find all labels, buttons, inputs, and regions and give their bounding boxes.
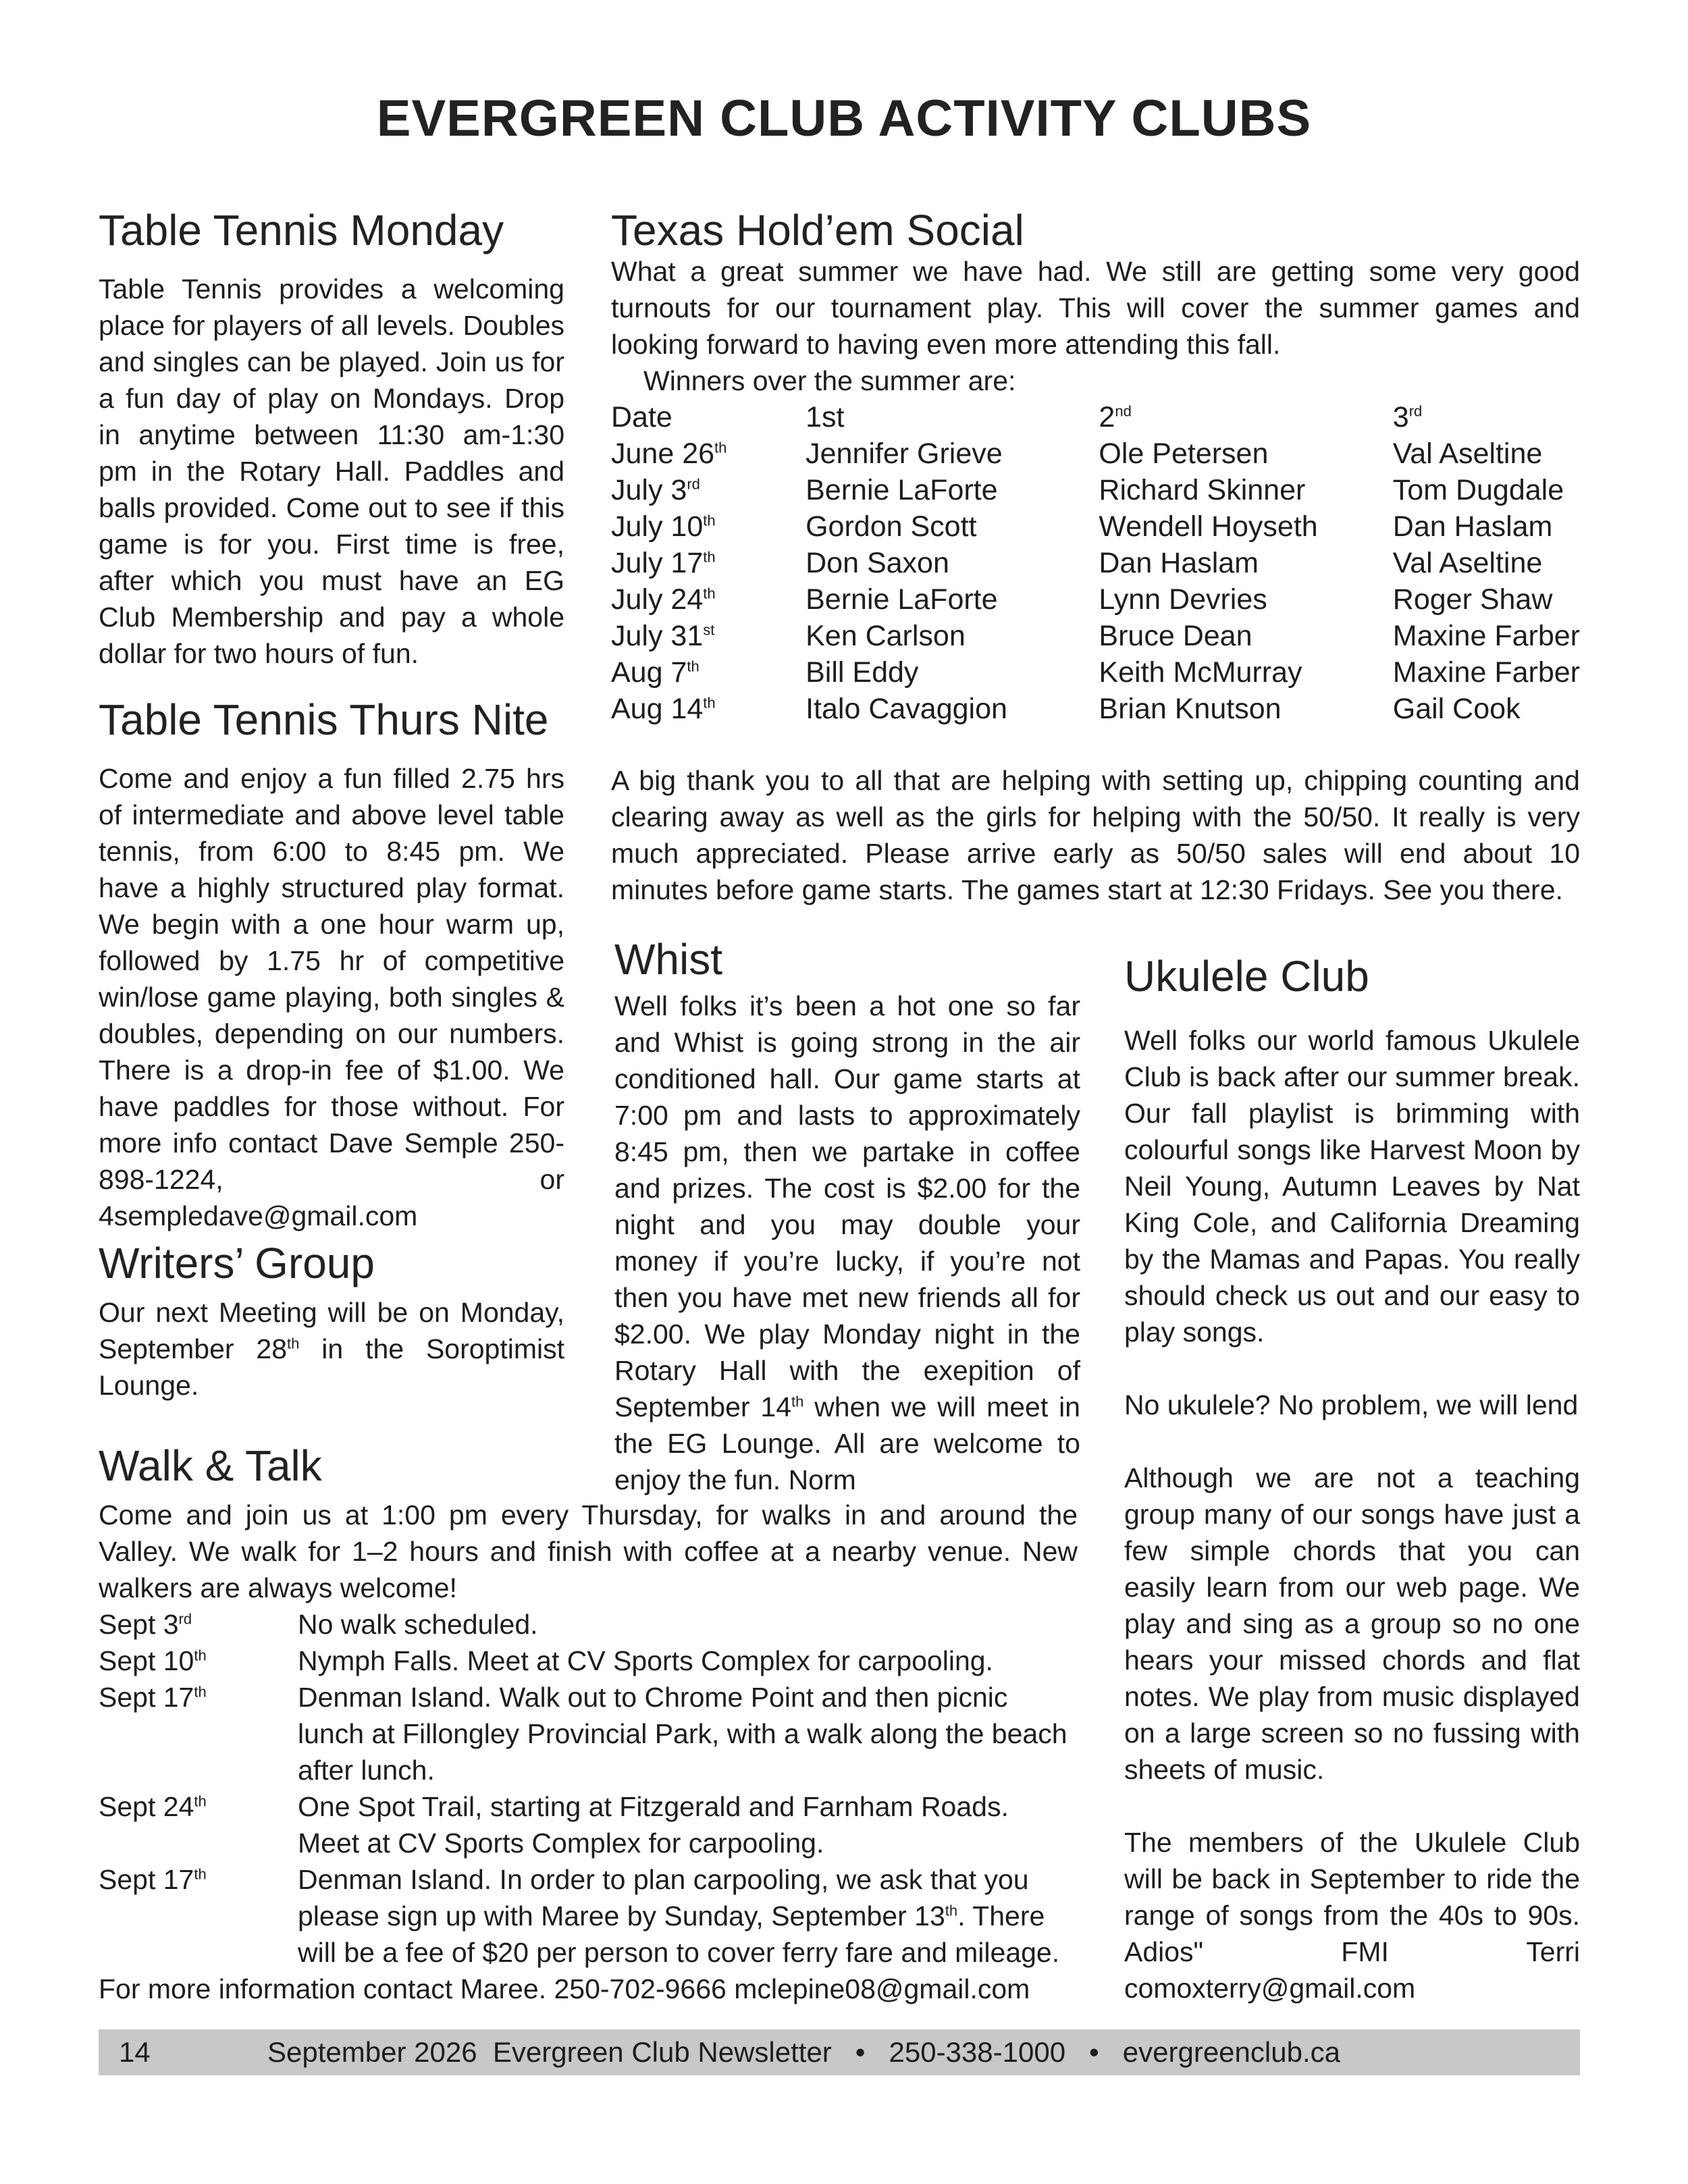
walk-date: Sept 3rd	[99, 1608, 192, 1640]
ukulele-paragraph: No ukulele? No problem, we will lend	[1124, 1389, 1579, 1420]
column-header: 1st	[806, 400, 845, 433]
ukulele-paragraph: Although we are not a teaching group many of our songs have just a few simple chords that you can easily learn from our web page. We play and sing as a group so no one hears your missed chords and flat notes. We play from music displayed on a large screen so no fussing with sheets of music.	[1124, 1462, 1580, 1785]
winner-third: Tom Dugdale	[1392, 473, 1564, 506]
table-tennis-thurs-heading: Table Tennis Thurs Nite	[99, 695, 549, 744]
walk-description: No walk scheduled.	[298, 1608, 538, 1640]
table-tennis-thurs-body: Come and enjoy a fun filled 2.75 hrs of intermediate and above level table tennis, from 6:00 to 8:45 pm. We have a highly structured play format. We begin with a one hour warm up, followed by 1.75 hr of competitive win/lose game playing, both singles & doubles, depending on our numbers. There is a drop-in fee of $1.00. We have paddles for those without. For more info contact Dave Semple 250-898-1224, or 4sempledave@gmail.com	[99, 762, 564, 1231]
walk-schedule-row	[99, 1679, 1078, 1788]
walk-description: Nymph Falls. Meet at CV Sports Complex for carpooling.	[298, 1645, 993, 1676]
walk-description: Denman Island. Walk out to Chrome Point and then picnic lunch at Fillongley Provincial Park, with a walk along the beach after lunch.	[298, 1681, 1067, 1786]
winner-first: Bill Eddy	[806, 656, 919, 689]
table-tennis-monday-heading: Table Tennis Monday	[99, 206, 504, 255]
winner-date: July 24th	[611, 583, 716, 616]
ukulele-paragraph: Well folks our world famous Ukulele Club is back after our summer break. Our fall playlist is brimming with colourful songs like Harvest Moon by Neil Young, Autumn Leaves by Nat King Cole, and California Dreaming by the Mamas and Papas. You really should check us out and our easy to play songs.	[1124, 1024, 1580, 1348]
table-row	[611, 654, 1580, 691]
page-title: EVERGREEN CLUB ACTIVITY CLUBS	[376, 90, 1312, 147]
walk-schedule-row	[99, 1643, 1078, 1679]
table-tennis-monday-body: Table Tennis provides a welcoming place for players of all levels. Doubles and singles can be played. Join us for a fun day of play on Mondays. Drop in anytime between 11:30 am-1:30 pm in the Rotary Hall. Paddles and balls provided. Come out to see if this game is for you. First time is free, after which you must have an EG Club Membership and pay a whole dollar for two hours of fun.	[99, 273, 564, 669]
winner-second: Lynn Devries	[1099, 583, 1267, 616]
table-row	[611, 508, 1580, 545]
winner-date: July 31st	[611, 619, 715, 652]
winner-second: Bruce Dean	[1099, 619, 1252, 652]
winners-header-row	[611, 399, 1580, 435]
table-row	[611, 472, 1580, 508]
whist-body: Well folks it’s been a hot one so far and Whist is going strong in the air conditioned hall. Our game starts at 7:00 pm and lasts to approximately 8:45 pm, then we partake in coffee and prizes. The cost is $2.00 for the night and you may double your money if you’re lucky, if you’re not then you have met new friends all for $2.00. We play Monday night in the Rotary Hall with the exepition of September 14th when we will meet in the EG Lounge. All are welcome to enjoy the fun. Norm	[614, 990, 1080, 1495]
winner-third: Dan Haslam	[1392, 510, 1553, 543]
winner-date: Aug 7th	[611, 656, 700, 689]
winner-second: Keith McMurray	[1099, 656, 1302, 689]
footer-bar	[99, 2029, 1580, 2075]
winner-third: Gail Cook	[1392, 692, 1521, 725]
winner-third: Maxine Farber	[1392, 619, 1580, 652]
winner-first: Gordon Scott	[806, 510, 977, 543]
page-number: 14	[119, 2036, 151, 2068]
column-header: 2nd	[1099, 400, 1132, 433]
walk-schedule	[99, 1606, 1078, 1971]
walk-description: Denman Island. In order to plan carpooling, we ask that you please sign up with Maree by Sunday, September 13th. There will be a fee of $20 per person to cover ferry fare and mileage.	[298, 1863, 1060, 1968]
table-row	[611, 545, 1580, 581]
ukulele-heading: Ukulele Club	[1124, 952, 1369, 1001]
winner-first: Ken Carlson	[806, 619, 966, 652]
footer-text: September 2026 Evergreen Club Newsletter • 250-338-1000 • evergreenclub.ca	[267, 2036, 1340, 2068]
winner-second: Dan Haslam	[1099, 546, 1259, 579]
walk-talk-contact: For more information contact Maree. 250-702-9666 mclepine08@gmail.com	[99, 1973, 1030, 2004]
winner-date: July 3rd	[611, 473, 700, 506]
winner-first: Don Saxon	[806, 546, 949, 579]
winners-table	[611, 399, 1580, 727]
winner-third: Maxine Farber	[1392, 656, 1580, 689]
walk-schedule-row	[99, 1788, 1078, 1861]
winners-label: Winners over the summer are:	[643, 365, 1016, 396]
winner-date: July 10th	[611, 510, 716, 543]
winner-date: Aug 14th	[611, 692, 716, 725]
whist-section	[614, 935, 1080, 1498]
walk-date: Sept 10th	[99, 1645, 207, 1676]
winner-second: Ole Petersen	[1099, 437, 1269, 470]
table-row	[611, 435, 1580, 472]
winner-second: Brian Knutson	[1099, 692, 1282, 725]
walk-schedule-row	[99, 1861, 1078, 1971]
ukulele-paragraph: The members of the Ukulele Club will be back in September to ride the range of songs from the 40s to 90s. Adios" FMI Terri comoxterry@gmail.com	[1124, 1826, 1580, 2004]
texas-holdem-intro: What a great summer we have had. We still are getting some very good turnouts for our tournament play. This will cover the summer games and looking forward to having even more attending this fall.	[611, 255, 1580, 360]
walk-date: Sept 17th	[99, 1681, 207, 1713]
walk-date: Sept 24th	[99, 1790, 207, 1822]
walk-schedule-row	[99, 1606, 1078, 1643]
winner-date: July 17th	[611, 546, 716, 579]
winner-first: Italo Cavaggion	[806, 692, 1007, 725]
table-tennis-thurs-section	[99, 695, 564, 1234]
winner-date: June 26th	[611, 437, 727, 470]
walk-date: Sept 17th	[99, 1863, 207, 1895]
column-header: 3rd	[1392, 400, 1423, 433]
winner-first: Bernie LaForte	[806, 583, 998, 616]
ukulele-body	[1124, 1022, 1580, 2006]
winner-third: Val Aseltine	[1392, 546, 1543, 579]
walk-talk-section	[99, 1441, 1078, 2007]
table-row	[611, 618, 1580, 654]
winner-third: Val Aseltine	[1392, 437, 1543, 470]
column-header: Date	[611, 400, 672, 433]
winner-third: Roger Shaw	[1392, 583, 1553, 616]
writers-group-body: Our next Meeting will be on Monday, September 28th in the Soroptimist Lounge.	[99, 1296, 564, 1401]
texas-holdem-thanks: A big thank you to all that are helping with setting up, chipping counting and clearing away as well as the girls for helping with the 50/50. It really is very much appreciated. Please arrive early as 50/50 sales will end about 10 minutes before game starts. The games start at 12:30 Fridays. See you there.	[611, 764, 1580, 905]
texas-holdem-section	[611, 206, 1580, 908]
winner-first: Bernie LaForte	[806, 473, 998, 506]
writers-group-section	[99, 1239, 564, 1404]
table-row	[611, 581, 1580, 618]
table-row	[611, 691, 1580, 727]
winner-first: Jennifer Grieve	[806, 437, 1003, 470]
whist-heading: Whist	[614, 935, 722, 984]
ukulele-section	[1124, 952, 1580, 2006]
table-tennis-monday-section	[99, 206, 564, 672]
walk-talk-heading: Walk & Talk	[99, 1441, 322, 1490]
winner-second: Richard Skinner	[1099, 473, 1306, 506]
walk-description: One Spot Trail, starting at Fitzgerald and Farnham Roads. Meet at CV Sports Complex for carpooling.	[298, 1790, 1009, 1859]
writers-group-heading: Writers’ Group	[99, 1239, 375, 1287]
texas-holdem-heading: Texas Hold’em Social	[611, 206, 1024, 255]
winner-second: Wendell Hoyseth	[1099, 510, 1318, 543]
walk-talk-intro: Come and join us at 1:00 pm every Thursday, for walks in and around the Valley. We walk for 1–2 hours and finish with coffee at a nearby venue. New walkers are always welcome!	[99, 1499, 1078, 1603]
